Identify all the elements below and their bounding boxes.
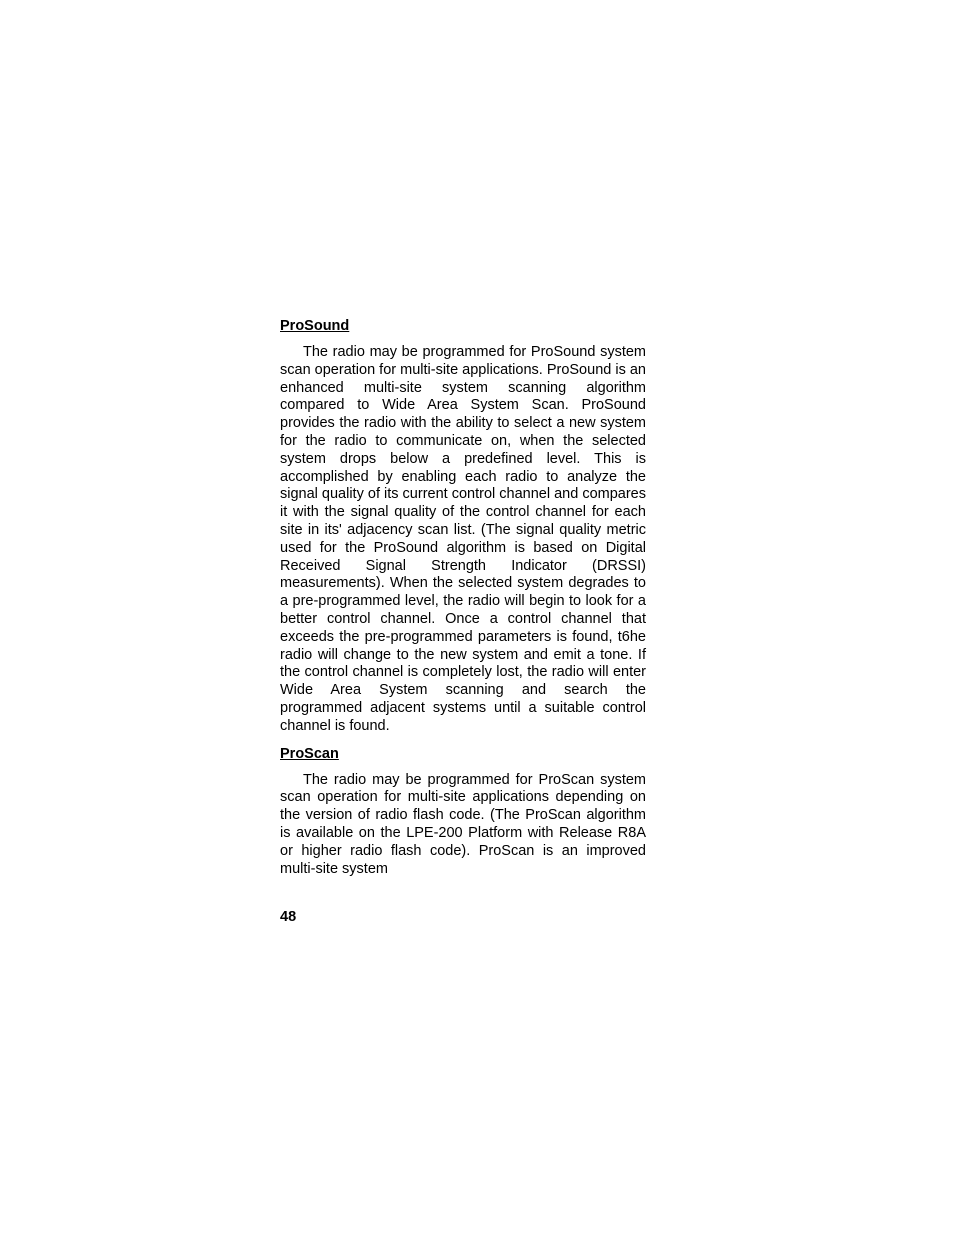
section-heading-prosound: ProSound bbox=[280, 318, 350, 334]
section-heading-proscan: ProScan bbox=[280, 745, 339, 762]
page-content bbox=[280, 316, 646, 878]
section-body-proscan: The radio may be programmed for ProScan system scan operation for multi-site applications depending on the version of radio flash code. (The ProScan algorithm is available on the LPE-200 Platform with Release R8A or higher radio flash code). ProScan is an improved multi-site system bbox=[280, 771, 646, 877]
section-body-prosound: The radio may be programmed for ProSound system scan operation for multi-site applications. ProSound is an enhanced multi-site system scanning algorithm compared to Wide Area System Scan. ProSound provides the radio with the ability to select a new system for the radio to communicate on, when the selected system drops below a predefined level. This is accomplished by enabling each radio to analyze the signal quality of its current control channel and compares it with the signal quality of the control channel for each site in its' adjacency scan list. (The signal quality metric used for the ProSound algorithm is based on Digital Received Signal Strength Indicator (DRSSI) measurements). When the selected system degrades to a pre-programmed level, the radio will begin to look for a better control channel. Once a control channel that exceeds the pre-programmed parameters is found, t6he radio will change to the new system and emit a tone. If the control channel is completely lost, the radio will enter Wide Area System scanning and search the programmed adjacent systems until a suitable control channel is found. bbox=[280, 344, 646, 734]
page-number: 48 bbox=[280, 909, 297, 925]
